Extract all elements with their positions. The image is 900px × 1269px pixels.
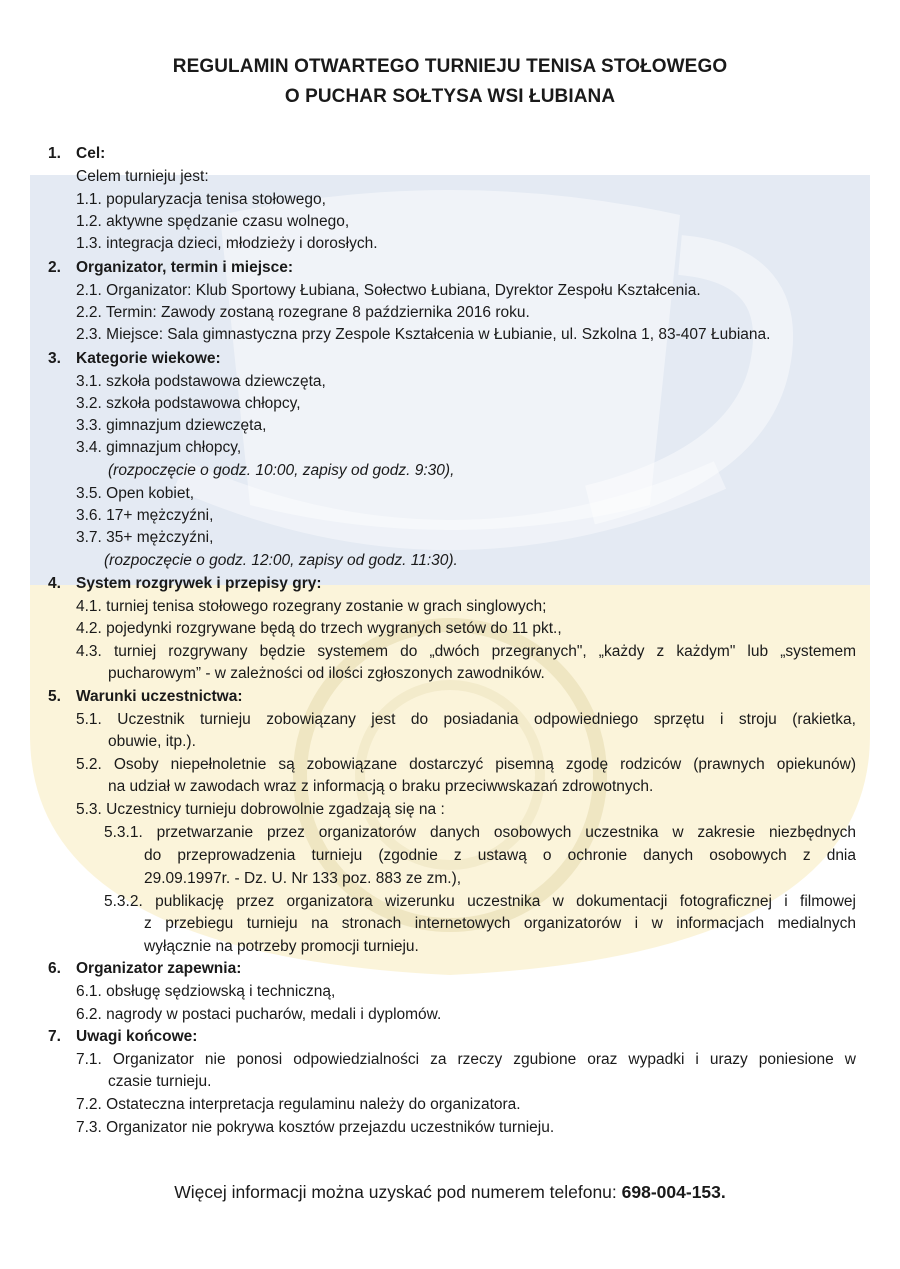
- section-7-number: 7.: [48, 1028, 61, 1045]
- item-7-2: 7.2. Ostateczna interpretacja regulaminu należy do organizatora.: [76, 1096, 521, 1113]
- item-5-2-line-1: 5.2. Osoby niepełnoletnie są zobowiązane dostarczyć pisemną zgodę rodziców (prawnych opiekunów): [76, 756, 856, 773]
- item-5-1-line-2: obuwie, itp.).: [108, 733, 196, 750]
- item-3-7: 3.7. 35+ mężczyźni,: [76, 529, 214, 546]
- item-7-3: 7.3. Organizator nie pokrywa kosztów przejazdu uczestników turnieju.: [76, 1119, 555, 1136]
- section-3-heading: Kategorie wiekowe:: [76, 350, 221, 367]
- section-1-heading: Cel:: [76, 145, 106, 162]
- item-2-2: 2.2. Termin: Zawody zostaną rozegrane 8 października 2016 roku.: [76, 304, 530, 321]
- item-7-1-line-2: czasie turnieju.: [108, 1073, 212, 1090]
- section-4-heading: System rozgrywek i przepisy gry:: [76, 575, 322, 592]
- item-5-1-line-1: 5.1. Uczestnik turnieju zobowiązany jest do posiadania odpowiedniego sprzętu i stroju (rakietka,: [76, 711, 856, 728]
- contact-text: Więcej informacji można uzyskać pod numerem telefonu:: [174, 1182, 622, 1202]
- section-6-number: 6.: [48, 960, 61, 977]
- item-5-3-1-line-1: 5.3.1. przetwarzanie przez organizatorów danych osobowych uczestnika w zakresie niezbędnych: [104, 824, 856, 841]
- item-5-3-2-line-3: wyłącznie na potrzeby promocji turnieju.: [144, 938, 419, 955]
- item-4-1: 4.1. turniej tenisa stołowego rozegrany zostanie w grach singlowych;: [76, 598, 547, 615]
- item-1-3: 1.3. integracja dzieci, młodzieży i dorosłych.: [76, 235, 378, 252]
- section-3-number: 3.: [48, 350, 61, 367]
- item-5-2-line-2: na udział w zawodach wraz z informacją o braku przeciwwskazań zdrowotnych.: [108, 778, 654, 795]
- title-line-2: O PUCHAR SOŁTYSA WSI ŁUBIANA: [284, 86, 616, 107]
- section-5-heading: Warunki uczestnictwa:: [76, 688, 243, 705]
- item-3-4: 3.4. gimnazjum chłopcy,: [76, 439, 242, 456]
- item-5-3-2-line-2: z przebiegu turnieju na stronach internetowych organizatorów i w informacjach medialnych: [144, 915, 856, 932]
- item-3-3: 3.3. gimnazjum dziewczęta,: [76, 417, 267, 434]
- section-2-number: 2.: [48, 259, 61, 276]
- schedule-note-2: (rozpoczęcie o godz. 12:00, zapisy od godz. 11:30).: [104, 552, 458, 569]
- item-3-6: 3.6. 17+ mężczyźni,: [76, 507, 214, 524]
- section-4-number: 4.: [48, 575, 61, 592]
- item-1-1: 1.1. popularyzacja tenisa stołowego,: [76, 191, 326, 208]
- contact-phone: 698-004-153.: [621, 1182, 726, 1202]
- item-6-1: 6.1. obsługę sędziowską i techniczną,: [76, 983, 336, 1000]
- item-4-2: 4.2. pojedynki rozgrywane będą do trzech wygranych setów do 11 pkt.,: [76, 620, 562, 637]
- title-line-1: REGULAMIN OTWARTEGO TURNIEJU TENISA STOŁOWEGO: [172, 56, 728, 77]
- section-7-heading: Uwagi końcowe:: [76, 1028, 198, 1045]
- item-3-2: 3.2. szkoła podstawowa chłopcy,: [76, 395, 301, 412]
- section-5-number: 5.: [48, 688, 61, 705]
- contact-footer: [0, 1182, 900, 1203]
- section-1-intro: Celem turnieju jest:: [76, 168, 209, 185]
- item-1-2: 1.2. aktywne spędzanie czasu wolnego,: [76, 213, 350, 230]
- item-5-3-1-line-2: do przeprowadzenia turnieju (zgodnie z ustawą o ochronie danych osobowych z dnia: [144, 847, 856, 864]
- item-3-1: 3.1. szkoła podstawowa dziewczęta,: [76, 373, 326, 390]
- item-6-2: 6.2. nagrody w postaci pucharów, medali i dyplomów.: [76, 1006, 442, 1023]
- item-2-3: 2.3. Miejsce: Sala gimnastyczna przy Zespole Kształcenia w Łubianie, ul. Szkolna 1, 83-407 Łubiana.: [76, 326, 771, 343]
- item-7-1-line-1: 7.1. Organizator nie ponosi odpowiedzialności za rzeczy zgubione oraz wypadki i urazy poniesione w: [76, 1051, 856, 1068]
- item-4-3-line-1: 4.3. turniej rozgrywany będzie systemem do „dwóch przegranych", „każdy z każdym" lub „systemem: [76, 643, 856, 660]
- item-5-3-2-line-1: 5.3.2. publikację przez organizatora wizerunku uczestnika w dokumentacji fotograficznej i filmowej: [104, 893, 856, 910]
- section-2-heading: Organizator, termin i miejsce:: [76, 259, 294, 276]
- item-2-1: 2.1. Organizator: Klub Sportowy Łubiana, Sołectwo Łubiana, Dyrektor Zespołu Kształcenia.: [76, 282, 701, 299]
- item-4-3-line-2: pucharowym” - w zależności od ilości zgłoszonych zawodników.: [108, 665, 545, 682]
- item-3-5: 3.5. Open kobiet,: [76, 485, 195, 502]
- item-5-3-1-line-3: 29.09.1997r. - Dz. U. Nr 133 poz. 883 ze zm.),: [144, 870, 462, 887]
- schedule-note-1: (rozpoczęcie o godz. 10:00, zapisy od godz. 9:30),: [108, 462, 455, 479]
- item-5-3: 5.3. Uczestnicy turnieju dobrowolnie zgadzają się na :: [76, 801, 445, 818]
- section-1-number: 1.: [48, 145, 61, 162]
- section-6-heading: Organizator zapewnia:: [76, 960, 242, 977]
